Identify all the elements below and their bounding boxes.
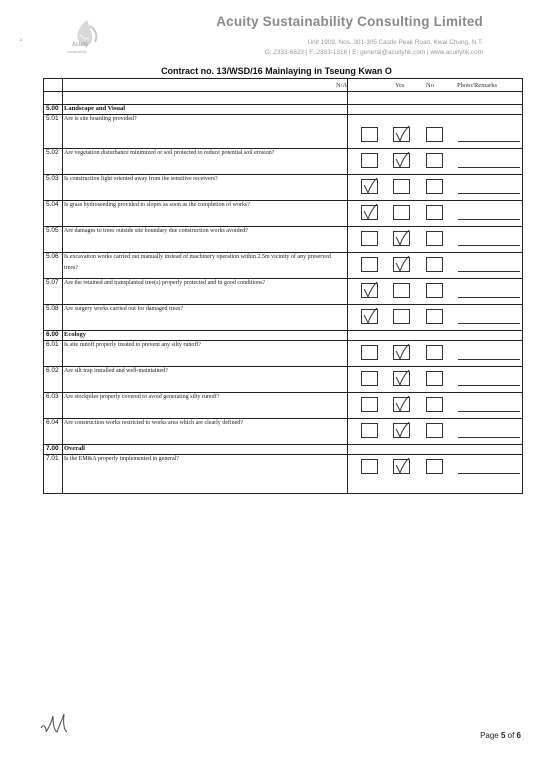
tick-mark-icon: [362, 176, 378, 194]
tick-mark-icon: [394, 342, 410, 360]
checkbox-no[interactable]: [426, 231, 443, 246]
company-name: Acuity Sustainability Consulting Limited: [216, 14, 483, 29]
remarks-line[interactable]: [458, 385, 520, 386]
remarks-line[interactable]: [458, 167, 520, 168]
section-title: Ecology: [64, 331, 87, 338]
remarks-line[interactable]: [458, 271, 520, 272]
checkbox-no[interactable]: [426, 459, 443, 474]
checkbox-na[interactable]: [361, 397, 378, 412]
row-number: 5.00: [46, 105, 59, 112]
col-header-na: N/A: [336, 82, 348, 89]
section-title: Overall: [64, 445, 85, 452]
contact-line: O: 2333-6823 | F: 2333-1316 | E: general@acuityhk.com | www.acuityhk.com: [264, 49, 483, 56]
page-text: of: [505, 731, 517, 740]
checkbox-no[interactable]: [426, 257, 443, 272]
col-divider: [347, 79, 348, 493]
question-text: Is excavation works carried out manually instead of machinery operation within 2.5m vicinity of any preserved trees?: [64, 254, 331, 271]
row-number: 5.04: [46, 201, 59, 208]
signature-initials: [38, 706, 70, 738]
row-number: 5.03: [46, 175, 59, 182]
contract-title: Contract no. 13/WSD/16 Mainlaying in Tseung Kwan O: [161, 66, 392, 76]
checkbox-yes[interactable]: [393, 283, 410, 298]
stray-mark: a: [20, 38, 23, 43]
row-number: 5.07: [46, 279, 59, 286]
checkbox-no[interactable]: [426, 205, 443, 220]
page-text: Page: [480, 731, 501, 740]
remarks-line[interactable]: [458, 219, 520, 220]
tick-mark-icon: [362, 280, 378, 298]
tick-mark-icon: [394, 150, 410, 168]
checkbox-na[interactable]: [361, 423, 378, 438]
checkbox-no[interactable]: [426, 345, 443, 360]
question-text: Are construction works restricted to works area which are clearly defined?: [64, 420, 243, 426]
row-number: 7.00: [46, 445, 59, 452]
remarks-line[interactable]: [458, 473, 520, 474]
tick-mark-icon: [394, 368, 410, 386]
checkbox-yes[interactable]: [393, 309, 410, 324]
page-digit: 5: [500, 731, 506, 740]
address-line-1: Unit 1909, Nos. 301-305 Castle Peak Road, Kwai Chung, N.T.: [307, 39, 483, 46]
checkbox-no[interactable]: [426, 423, 443, 438]
question-text: Are surgery works carried out for damaged trees?: [64, 306, 184, 312]
row-number: 6.00: [46, 331, 59, 338]
col-header-yes: Yes: [395, 82, 405, 89]
question-text: Are vegetation disturbance minimized or soil protected to reduce potential soil erosion?: [64, 150, 275, 156]
row-number: 5.06: [46, 253, 59, 260]
checkbox-no[interactable]: [426, 283, 443, 298]
tick-mark-icon: [394, 394, 410, 412]
row-divider: [44, 444, 522, 445]
tick-mark-icon: [394, 254, 410, 272]
row-number: 6.04: [46, 419, 59, 426]
row-number: 5.08: [46, 305, 59, 312]
row-number: 6.03: [46, 393, 59, 400]
question-text: Are damages to trees outside site boundary due construction works avoided?: [64, 228, 248, 234]
section-title: Landscape and Visual: [64, 105, 126, 112]
row-number: 5.02: [46, 149, 59, 156]
remarks-line[interactable]: [458, 323, 520, 324]
col-header-remarks: Photo/Remarks: [457, 82, 498, 89]
checkbox-no[interactable]: [426, 153, 443, 168]
checkbox-no[interactable]: [426, 127, 443, 142]
row-number: 6.01: [46, 341, 59, 348]
checklist-table: [43, 78, 523, 494]
remarks-line[interactable]: [458, 297, 520, 298]
checkbox-no[interactable]: [426, 371, 443, 386]
remarks-line[interactable]: [458, 193, 520, 194]
remarks-line[interactable]: [458, 437, 520, 438]
remarks-line[interactable]: [458, 245, 520, 246]
question-text: Are stockpiles properly covered to avoid generating silty runoff?: [64, 394, 220, 400]
page-number: [480, 731, 521, 740]
question-text: Are is site hoarding provided?: [64, 116, 137, 122]
checkbox-no[interactable]: [426, 309, 443, 324]
checkbox-yes[interactable]: [393, 179, 410, 194]
checkbox-na[interactable]: [361, 459, 378, 474]
tick-mark-icon: [362, 202, 378, 220]
logo-subtitle: sustainability: [67, 50, 88, 54]
checkbox-na[interactable]: [361, 231, 378, 246]
checkbox-na[interactable]: [361, 345, 378, 360]
question-text: Are silt trap installed and well-maintained?: [64, 368, 168, 374]
question-text: Is the EM&A properly implemented in general?: [64, 456, 179, 462]
row-number: 5.01: [46, 115, 59, 122]
row-number: 6.02: [46, 367, 59, 374]
logo-word: Acuity: [72, 42, 89, 48]
question-text: Is grass hydroseeding provided to slopes as soon as the completion of works?: [64, 202, 250, 208]
checkbox-na[interactable]: [361, 127, 378, 142]
question-text: Is site runoff properly treated to prevent any silty runoff?: [64, 342, 201, 348]
remarks-line[interactable]: [458, 359, 520, 360]
checkbox-no[interactable]: [426, 179, 443, 194]
checkbox-no[interactable]: [426, 397, 443, 412]
company-address: [265, 38, 483, 58]
header-divider: [44, 91, 522, 92]
remarks-line[interactable]: [458, 141, 520, 142]
checkbox-na[interactable]: [361, 371, 378, 386]
tick-mark-icon: [394, 420, 410, 438]
remarks-line[interactable]: [458, 411, 520, 412]
page-digit: 6: [516, 731, 521, 740]
row-number: 7.01: [46, 455, 59, 462]
checkbox-na[interactable]: [361, 257, 378, 272]
row-number: 5.05: [46, 227, 59, 234]
tick-mark-icon: [394, 228, 410, 246]
question-text: Is construction light oriented away from the sensitive receivers?: [64, 176, 218, 182]
question-text: Are the retained and transplanted tree(s) properly protected and in good conditions?: [64, 280, 266, 286]
col-divider: [62, 79, 63, 493]
row-divider: [44, 330, 522, 331]
checkbox-na[interactable]: [361, 153, 378, 168]
tick-mark-icon: [362, 306, 378, 324]
tick-mark-icon: [394, 456, 410, 474]
col-header-no: No: [426, 82, 434, 89]
checkbox-yes[interactable]: [393, 205, 410, 220]
tick-mark-icon: [394, 124, 410, 142]
